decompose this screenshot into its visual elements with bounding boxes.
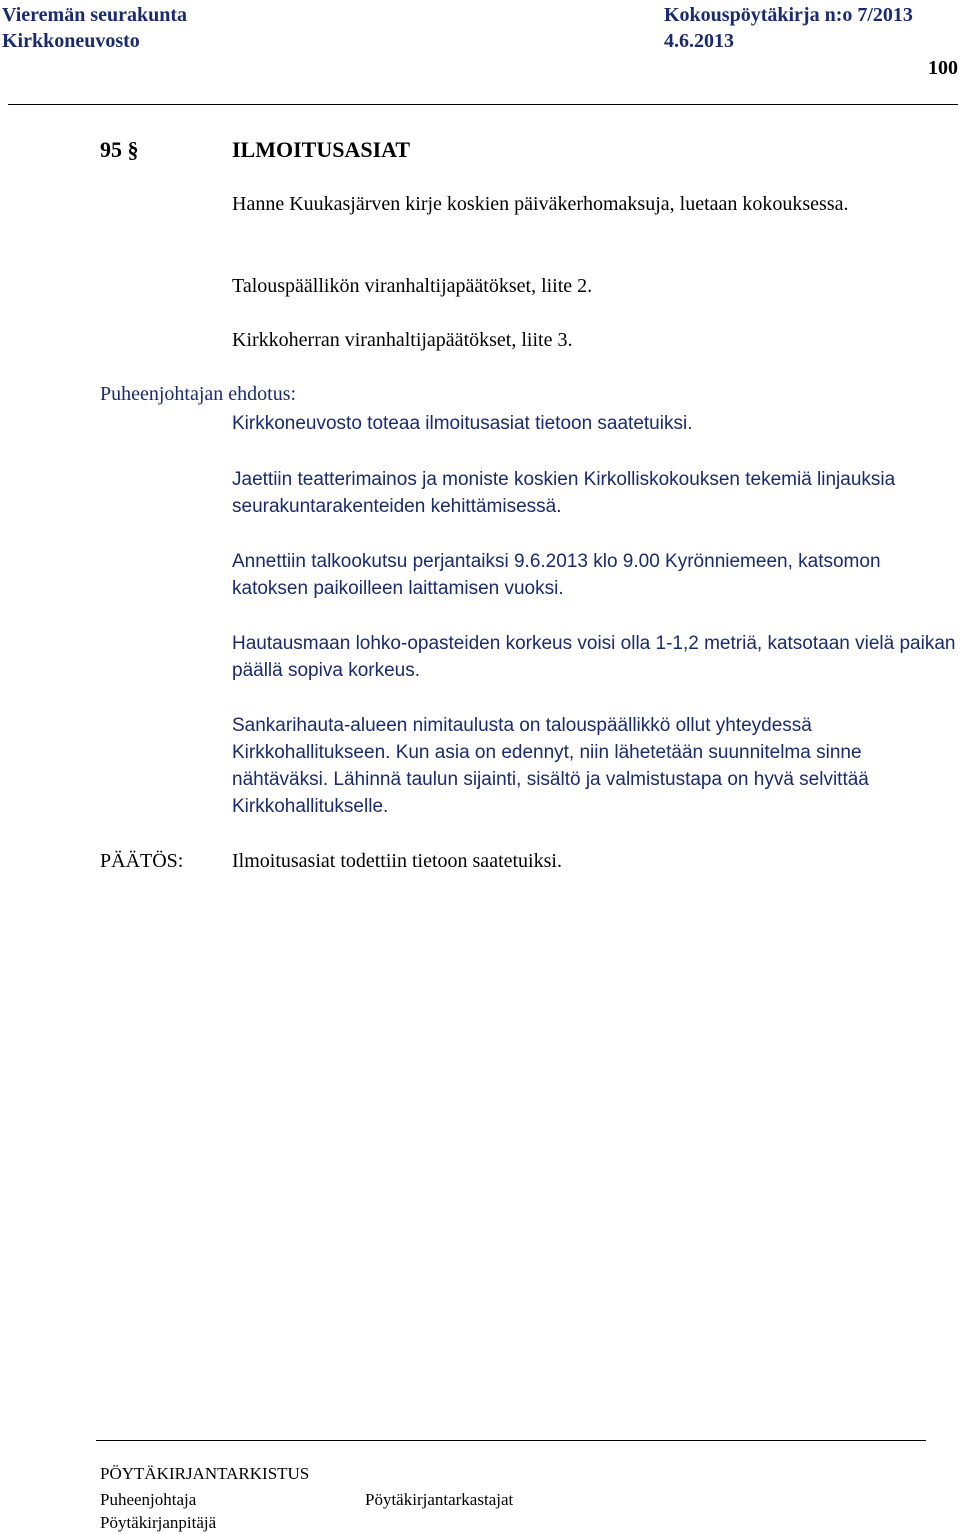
item-paragraph-3: Kirkkoherran viranhaltijapäätökset, liite 3. (232, 329, 573, 351)
proposal-label: Puheenjohtajan ehdotus: (100, 383, 297, 405)
item-paragraph-1: Hanne Kuukasjärven kirje koskien päiväkerhomaksuja, luetaan kokouksessa. (232, 193, 849, 215)
note-paragraph-3: Hautausmaan lohko-opasteiden korkeus voisi olla 1-1,2 metriä, katsotaan vielä paikan päällä sopiva korkeus. (232, 633, 956, 681)
footer-secretary: Pöytäkirjanpitäjä (100, 1513, 217, 1532)
page-header (0, 0, 960, 110)
decision-label: PÄÄTÖS: (100, 850, 184, 872)
header-rule (8, 104, 958, 105)
footer-chair: Puheenjohtaja (100, 1490, 197, 1509)
section-title: ILMOITUSASIAT (232, 137, 411, 162)
document-title: Kokouspöytäkirja n:o 7/2013 (664, 4, 913, 26)
item-paragraph-2: Talouspäällikön viranhaltijapäätökset, liite 2. (232, 275, 593, 297)
meeting-date: 4.6.2013 (664, 30, 734, 52)
note-paragraph-1: Jaettiin teatterimainos ja moniste koskien Kirkolliskokouksen tekemiä linjauksia seurakuntarakenteiden kehittämisessä. (232, 469, 896, 517)
footer-checkers: Pöytäkirjantarkastajat (365, 1490, 514, 1509)
body-name: Kirkkoneuvosto (2, 30, 140, 52)
note-paragraph-2: Annettiin talkookutsu perjantaiksi 9.6.2013 klo 9.00 Kyrönniemeen, katsomon katoksen paikoilleen laittamisen vuoksi. (232, 551, 881, 599)
footer-rule (96, 1440, 926, 1441)
footer-title: PÖYTÄKIRJANTARKISTUS (100, 1464, 310, 1483)
section-number: 95 § (100, 137, 139, 162)
decision-text: Ilmoitusasiat todettiin tietoon saatetuiksi. (232, 850, 562, 872)
proposal-text: Kirkkoneuvosto toteaa ilmoitusasiat tietoon saatetuiksi. (232, 413, 693, 434)
note-paragraph-4: Sankarihauta-alueen nimitaulusta on talouspäällikkö ollut yhteydessä Kirkkohallitukseen. Kun asia on edennyt, niin lähetetään suunnitelma sinne nähtäväksi. Lähinnä taulun sijainti, sisältö ja valmistustapa on hyvä selvittää Kirkkohallitukselle. (232, 715, 869, 817)
page-number: 100 (928, 57, 958, 79)
org-name: Vieremän seurakunta (2, 4, 187, 26)
